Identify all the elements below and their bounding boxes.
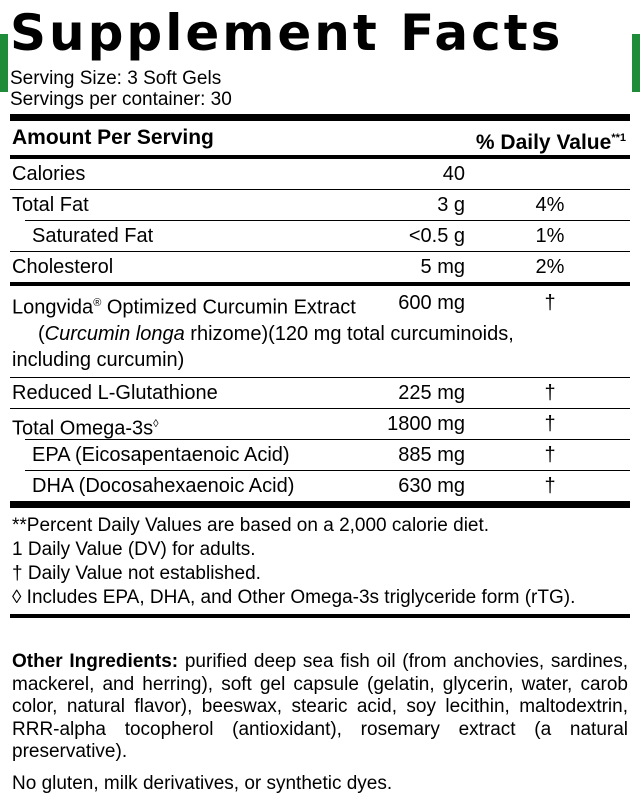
nutrient-dv: 2% [535,256,565,278]
nutrient-row-cholesterol [10,252,630,282]
nutrient-name: Saturated Fat [32,225,154,247]
other-ingredients-text: purified deep sea fish oil (from anchovies, sardines, mackerel, and herring), soft gel capsule (gelatin, glycerin, water, carob color, natural flavor), beeswax, stearic acid, soy lecithin, maltodextrin, RRR-alpha tocopherol (antioxidant), rosemary extract (a natural preservative). [12,651,629,762]
ingredient-dv: † [544,443,556,466]
free-from-statement: No gluten, milk derivatives, or synthetic dyes. [12,772,393,794]
green-edge-right [632,34,640,92]
ingredient-detail-cont: including curcumin) [12,348,185,371]
nutrient-row-calories [10,159,630,189]
nutrient-dv: 4% [535,194,565,216]
rule-medium [10,614,630,618]
ingredient-name: Longvida [12,296,94,319]
ingredient-dv: † [544,412,556,435]
nutrient-name: Calories [12,163,86,185]
paren-open: ( [38,322,45,345]
amount-per-serving-header: Amount Per Serving [12,126,214,149]
footnote: ◊ Includes EPA, DHA, and Other Omega-3s triglyceride form (rTG). [12,586,576,608]
footnotes [10,508,630,614]
ingredient-name-rest: Optimized Curcumin Extract [101,296,356,319]
ingredient-amount: 1800 mg [387,412,465,435]
ingredient-row-omega [10,409,630,439]
ingredient-name: DHA (Docosahexaenoic Acid) [32,474,295,497]
rule-thick [10,501,630,508]
ingredient-dv: † [544,474,556,497]
nutrient-name: Total Fat [12,194,89,216]
ingredient-row-glutathione [10,378,630,408]
rule-thick [10,114,630,121]
omega-footnote-mark: ◊ [153,417,159,430]
footnote: 1 Daily Value (DV) for adults. [12,538,256,560]
botanical-name: Curcumin longa [44,322,185,345]
dv-footnote-mark: **1 [611,132,626,144]
nutrient-row-saturated-fat [10,221,630,251]
other-ingredients-label: Other Ingredients: [12,651,179,672]
ingredient-amount: 600 mg [398,292,465,314]
ingredient-name: Reduced L-Glutathione [12,381,218,404]
ingredient-row-dha [10,471,630,501]
ingredient-amount: 885 mg [398,443,465,466]
panel-title: Supplement Facts [10,4,564,62]
nutrient-amount: 5 mg [420,256,465,278]
ingredient-amount: 630 mg [398,474,465,497]
nutrient-dv: 1% [535,225,565,247]
daily-value-header: % Daily Value$^{**1}$ [475,131,626,154]
servings-per-container: Servings per container: 30 [10,89,232,110]
nutrient-name: Cholesterol [12,256,114,278]
footnote: † Daily Value not established. [12,562,261,584]
ingredient-amount: 225 mg [398,381,465,404]
ingredient-row-longvida [10,286,630,377]
ingredients-section [10,647,630,796]
ingredient-dv: † [544,381,556,404]
footnote: **Percent Daily Values are based on a 2,000 calorie diet. [12,514,490,536]
ingredient-name: Total Omega-3s◊ [12,417,159,440]
nutrient-amount: 40 [442,163,465,185]
other-ingredients [10,647,630,764]
ingredient-detail: rhizome)(120 mg total curcuminoids, [184,322,514,345]
registered-mark: ® [93,297,102,309]
header-row [10,121,630,155]
nutrient-amount: <0.5 g [408,225,465,247]
serving-size: Serving Size: 3 Soft Gels [10,68,222,89]
ingredient-name: EPA (Eicosapentaenoic Acid) [32,443,290,466]
nutrient-row-total-fat [10,190,630,220]
supplement-facts-panel [10,0,630,618]
nutrient-amount: 3 g [437,194,465,216]
ingredient-row-epa [10,440,630,470]
ingredient-dv: † [544,292,556,314]
green-edge-left [0,34,8,92]
